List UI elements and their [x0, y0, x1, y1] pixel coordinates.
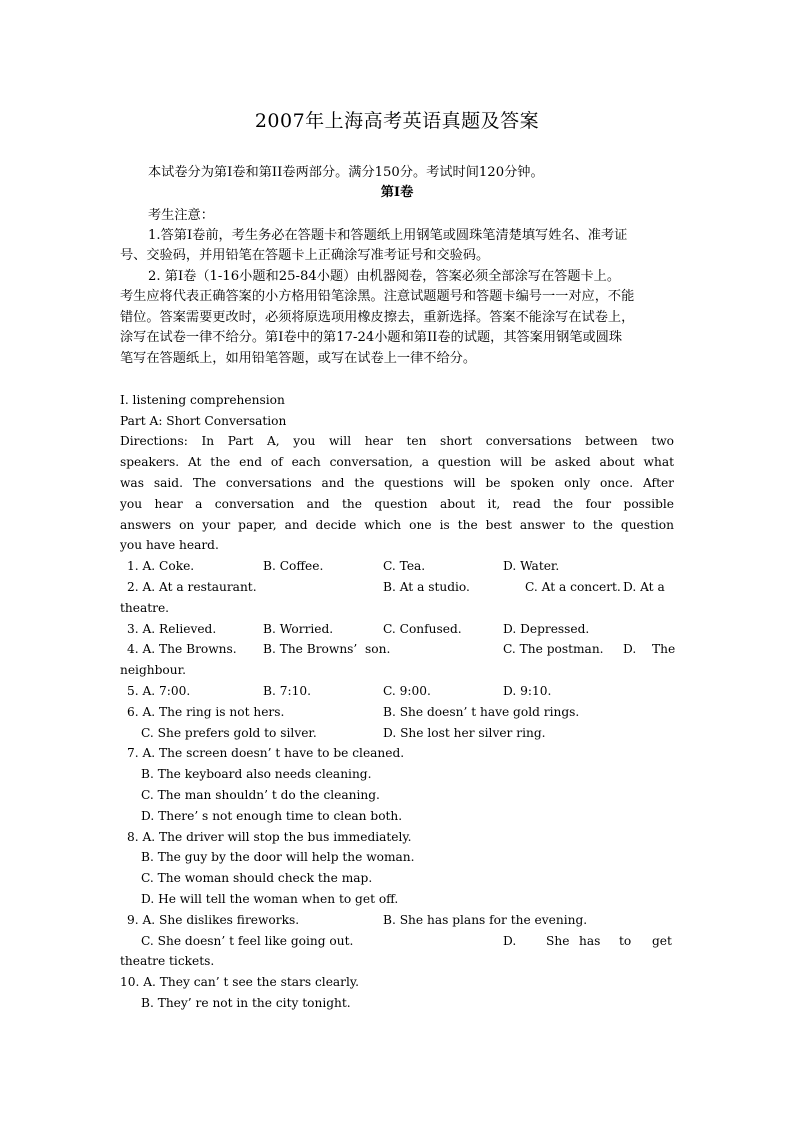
- question-5-option-a: 5. A. 7:00.: [127, 684, 191, 698]
- question-9-option-d-word: to: [619, 934, 632, 948]
- question-9-continuation: theatre tickets.: [120, 954, 215, 968]
- intro-text: 本试卷分为第I卷和第II卷两部分。满分150分。考试时间120分钟。: [148, 165, 544, 180]
- question-4-option-a: 4. A. The Browns.: [127, 642, 237, 656]
- question-2: [0, 580, 794, 598]
- question-9-option-d-word: She: [546, 934, 570, 948]
- question-10-option-a: 10. A. They can’ t see the stars clearly.: [120, 975, 360, 989]
- question-1-option-b: B. Coffee.: [263, 559, 324, 573]
- question-4-option-b: B. The Browns’ son.: [263, 642, 391, 656]
- question-1-option-a: 1. A. Coke.: [127, 559, 195, 573]
- question-6-option-a: 6. A. The ring is not hers.: [127, 705, 285, 719]
- question-9-option-d-word: has: [579, 934, 601, 948]
- directions-line: answers on your paper, and decide which one is the best answer to the question: [120, 518, 674, 532]
- directions-line: was said. The conversations and the questions will be spoken only once. After: [120, 476, 674, 490]
- question-3: [0, 622, 794, 640]
- notice-2-line-3: 错位。答案需要更改时，必须将原选项用橡皮擦去，重新选择。答案不能涂写在试卷上，: [120, 310, 635, 325]
- question-7-option-a: 7. A. The screen doesn’ t have to be cleaned.: [127, 746, 405, 760]
- question-9-row-2: [0, 934, 794, 952]
- question-8-option-a: 8. A. The driver will stop the bus immediately.: [127, 830, 412, 844]
- question-4-option-d-text: The: [652, 642, 676, 656]
- question-9-option-b: B. She has plans for the evening.: [383, 913, 588, 927]
- question-1-option-c: C. Tea.: [383, 559, 426, 573]
- directions-line: speakers. At the end of each conversation, a question will be asked about what: [120, 455, 674, 469]
- question-7-option-c: C. The man shouldn’ t do the cleaning.: [141, 788, 380, 802]
- question-3-option-c: C. Confused.: [383, 622, 462, 636]
- question-8-option-d: D. He will tell the woman when to get off.: [141, 892, 399, 906]
- question-3-option-d: D. Depressed.: [503, 622, 590, 636]
- document-title: 2007年上海高考英语真题及答案: [254, 110, 540, 132]
- notice-2-line-4: 涂写在试卷一律不给分。第I卷中的第17-24小题和第II卷的试题，其答案用钢笔或圆珠: [120, 330, 623, 345]
- question-9-option-c: C. She doesn’ t feel like going out.: [141, 934, 354, 948]
- question-6-option-d: D. She lost her silver ring.: [383, 726, 546, 740]
- question-9: [0, 913, 794, 931]
- question-9-option-a: 9. A. She dislikes fireworks.: [127, 913, 300, 927]
- question-3-option-b: B. Worried.: [263, 622, 334, 636]
- question-6-option-c: C. She prefers gold to silver.: [141, 726, 317, 740]
- question-5-option-d: D. 9:10.: [503, 684, 552, 698]
- question-6-row-2: [0, 726, 794, 744]
- directions-line: Directions: In Part A, you will hear ten short conversations between two: [120, 434, 674, 448]
- question-9-option-d: D.: [503, 934, 517, 948]
- question-2-option-b: B. At a studio.: [383, 580, 470, 594]
- part-one-heading: 第I卷: [380, 185, 414, 200]
- notice-2-line-5: 笔写在答题纸上，如用铅笔答题，或写在试卷上一律不给分。: [120, 351, 477, 366]
- question-9-option-d-word: get: [652, 934, 672, 948]
- question-5-option-c: C. 9:00.: [383, 684, 431, 698]
- question-7-option-d: D. There’ s not enough time to clean both.: [141, 809, 403, 823]
- question-1: [0, 559, 794, 577]
- question-8-option-b: B. The guy by the door will help the woman.: [141, 850, 415, 864]
- question-5-option-b: B. 7:10.: [263, 684, 311, 698]
- question-5: [0, 684, 794, 702]
- question-2-option-d: D. At a: [623, 580, 665, 594]
- notice-heading: 考生注意：: [148, 208, 214, 223]
- notice-1-line-1: 1.答第I卷前，考生务必在答题卡和答题纸上用钢笔或圆珠笔清楚填写姓名、准考证: [148, 228, 628, 243]
- question-2-option-a: 2. A. At a restaurant.: [127, 580, 257, 594]
- question-1-option-d: D. Water.: [503, 559, 560, 573]
- part-title: Part A: Short Conversation: [120, 414, 287, 428]
- question-8-option-c: C. The woman should check the map.: [141, 871, 373, 885]
- question-4-option-d: D.: [623, 642, 637, 656]
- question-7-option-b: B. The keyboard also needs cleaning.: [141, 767, 372, 781]
- directions-line: you hear a conversation and the question about it, read the four possible: [120, 497, 674, 511]
- question-2-option-c: C. At a concert.: [525, 580, 621, 594]
- notice-1-line-2: 号、交验码，并用铅笔在答题卡上正确涂写准考证号和交验码。: [120, 248, 490, 263]
- directions-line: you have heard.: [120, 538, 219, 552]
- question-6: [0, 705, 794, 723]
- question-2-continuation: theatre.: [120, 601, 170, 615]
- section-title: I. listening comprehension: [120, 393, 285, 407]
- question-4: [0, 642, 794, 660]
- question-6-option-b: B. She doesn’ t have gold rings.: [383, 705, 580, 719]
- notice-2-line-2: 考生应将代表正确答案的小方格用铅笔涂黑。注意试题题号和答题卡编号一一对应，不能: [120, 289, 635, 304]
- question-4-option-c: C. The postman.: [503, 642, 604, 656]
- question-4-continuation: neighbour.: [120, 663, 186, 677]
- question-3-option-a: 3. A. Relieved.: [127, 622, 217, 636]
- question-10-option-b: B. They’ re not in the city tonight.: [141, 996, 351, 1010]
- notice-2-line-1: 2. 第I卷（1-16小题和25-84小题）由机器阅卷，答案必须全部涂写在答题卡上。: [148, 269, 621, 284]
